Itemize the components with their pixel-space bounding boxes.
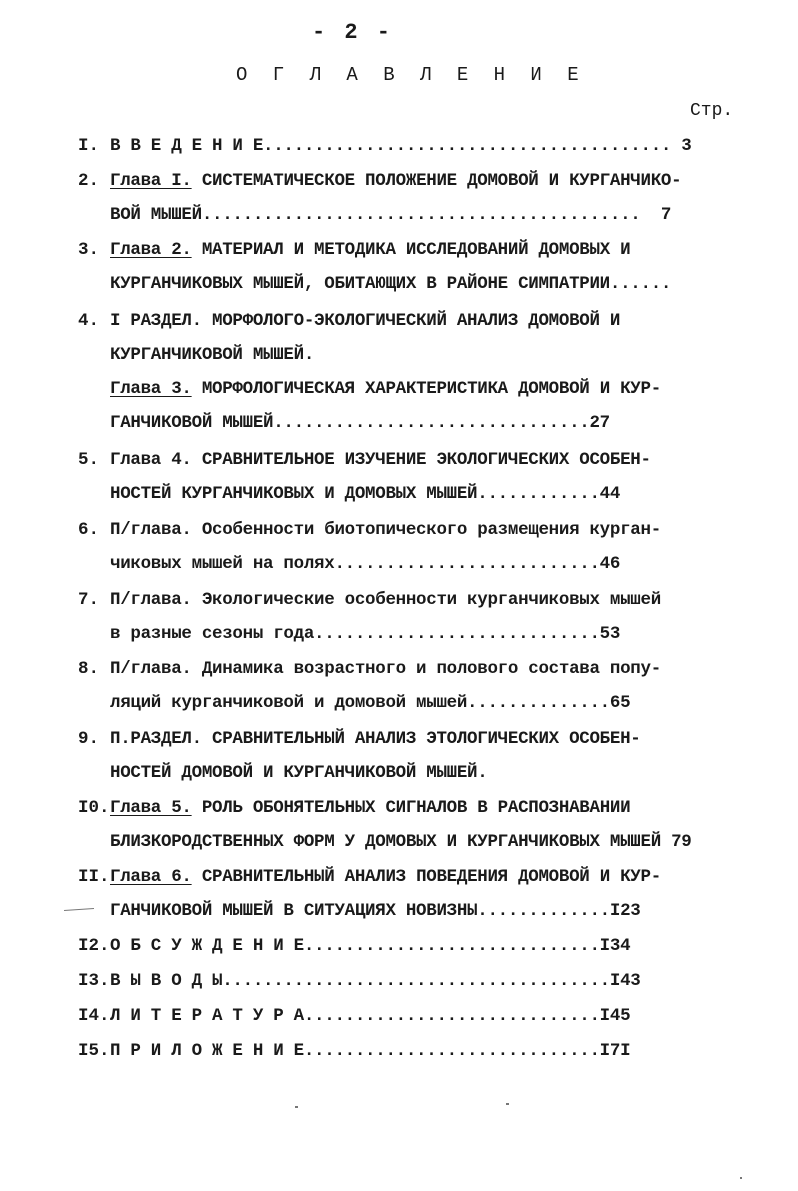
pen-stroke-mark bbox=[64, 908, 94, 911]
toc-entry-4-chapter: Глава 3. МОРФОЛОГИЧЕСКАЯ ХАРАКТЕРИСТИКА ДОМОВОЙ И КУР- bbox=[110, 379, 661, 399]
toc-entry-8: П/глава. Динамика возрастного и полового состава попу- bbox=[110, 659, 661, 679]
page-column-label: Стр. bbox=[690, 101, 734, 121]
toc-entry-12-number: I2. bbox=[78, 936, 110, 956]
toc-entry-5-cont: НОСТЕЙ КУРГАНЧИКОВЫХ И ДОМОВЫХ МЫШЕЙ............44 bbox=[110, 484, 621, 504]
toc-entry-11: Глава 6. СРАВНИТЕЛЬНЫЙ АНАЛИЗ ПОВЕДЕНИЯ ДОМОВОЙ И КУР- bbox=[110, 867, 661, 887]
toc-entry-14: Л И Т Е Р А Т У Р А.............................I45 bbox=[110, 1006, 631, 1026]
chapter-label: Глава 2. bbox=[110, 240, 192, 260]
chapter-label: Глава 6. bbox=[110, 867, 192, 887]
toc-entry-1-number: I. bbox=[78, 136, 100, 156]
toc-entry-4-number: 4. bbox=[78, 311, 100, 331]
toc-entry-4-chapter-cont: ГАНЧИКОВОЙ МЫШЕЙ...............................27 bbox=[110, 413, 610, 433]
toc-entry-10-number: I0. bbox=[78, 798, 110, 818]
toc-entry-3-number: 3. bbox=[78, 240, 100, 260]
toc-entry-3-cont: КУРГАНЧИКОВЫХ МЫШЕЙ, ОБИТАЮЩИХ В РАЙОНЕ СИМПАТРИИ...... bbox=[110, 274, 672, 294]
chapter-label: Глава 5. bbox=[110, 798, 192, 818]
toc-entry-6: П/глава. Особенности биотопического размещения курган- bbox=[110, 520, 661, 540]
chapter-label: Глава 3. bbox=[110, 379, 192, 399]
toc-entry-2-number: 2. bbox=[78, 171, 100, 191]
toc-entry-5-number: 5. bbox=[78, 450, 100, 470]
toc-entry-13-number: I3. bbox=[78, 971, 110, 991]
toc-entry-12: О Б С У Ж Д Е Н И Е.............................I34 bbox=[110, 936, 631, 956]
toc-entry-4: I РАЗДЕЛ. МОРФОЛОГО-ЭКОЛОГИЧЕСКИЙ АНАЛИЗ ДОМОВОЙ И bbox=[110, 311, 621, 331]
toc-entry-9: П.РАЗДЕЛ. СРАВНИТЕЛЬНЫЙ АНАЛИЗ ЭТОЛОГИЧЕСКИХ ОСОБЕН- bbox=[110, 729, 641, 749]
toc-entry-10: Глава 5. РОЛЬ ОБОНЯТЕЛЬНЫХ СИГНАЛОВ В РАСПОЗНАВАНИИ bbox=[110, 798, 631, 818]
toc-entry-13: В Ы В О Д Ы......................................I43 bbox=[110, 971, 641, 991]
toc-entry-6-number: 6. bbox=[78, 520, 100, 540]
toc-entry-5: Глава 4. СРАВНИТЕЛЬНОЕ ИЗУЧЕНИЕ ЭКОЛОГИЧЕСКИХ ОСОБЕН- bbox=[110, 450, 651, 470]
toc-entry-1: В В Е Д Е Н И Е........................................ 3 bbox=[110, 136, 692, 156]
toc-entry-7: П/глава. Экологические особенности курганчиковых мышей bbox=[110, 590, 661, 610]
page-number: - 2 - bbox=[312, 20, 394, 45]
toc-entry-2: Глава I. СИСТЕМАТИЧЕСКОЕ ПОЛОЖЕНИЕ ДОМОВОЙ И КУРГАНЧИКО- bbox=[110, 171, 682, 191]
scan-speck bbox=[740, 1177, 742, 1179]
toc-entry-11-number: II. bbox=[78, 867, 110, 887]
scan-speck bbox=[295, 1106, 298, 1108]
toc-entry-15-number: I5. bbox=[78, 1041, 110, 1061]
chapter-label: Глава I. bbox=[110, 171, 192, 191]
toc-entry-11-cont: ГАНЧИКОВОЙ МЫШЕЙ В СИТУАЦИЯХ НОВИЗНЫ.............I23 bbox=[110, 901, 641, 921]
toc-entry-7-cont: в разные сезоны года............................53 bbox=[110, 624, 621, 644]
toc-entry-2-cont: ВОЙ МЫШЕЙ........................................... 7 bbox=[110, 205, 672, 225]
toc-entry-9-number: 9. bbox=[78, 729, 100, 749]
toc-entry-10-cont: БЛИЗКОРОДСТВЕННЫХ ФОРМ У ДОМОВЫХ И КУРГАНЧИКОВЫХ МЫШЕЙ 79 bbox=[110, 832, 692, 852]
toc-entry-7-number: 7. bbox=[78, 590, 100, 610]
toc-entry-14-number: I4. bbox=[78, 1006, 110, 1026]
toc-entry-6-cont: чиковых мышей на полях..........................46 bbox=[110, 554, 621, 574]
toc-entry-8-number: 8. bbox=[78, 659, 100, 679]
toc-entry-3: Глава 2. МАТЕРИАЛ И МЕТОДИКА ИССЛЕДОВАНИЙ ДОМОВЫХ И bbox=[110, 240, 631, 260]
toc-entry-4-cont: КУРГАНЧИКОВОЙ МЫШЕЙ. bbox=[110, 345, 315, 365]
toc-title: О Г Л А В Л Е Н И Е bbox=[236, 64, 586, 86]
scan-speck bbox=[506, 1103, 509, 1105]
toc-entry-8-cont: ляций курганчиковой и домовой мышей..............65 bbox=[110, 693, 631, 713]
toc-entry-15: П Р И Л О Ж Е Н И Е.............................I7I bbox=[110, 1041, 631, 1061]
toc-entry-9-cont: НОСТЕЙ ДОМОВОЙ И КУРГАНЧИКОВОЙ МЫШЕЙ. bbox=[110, 763, 488, 783]
